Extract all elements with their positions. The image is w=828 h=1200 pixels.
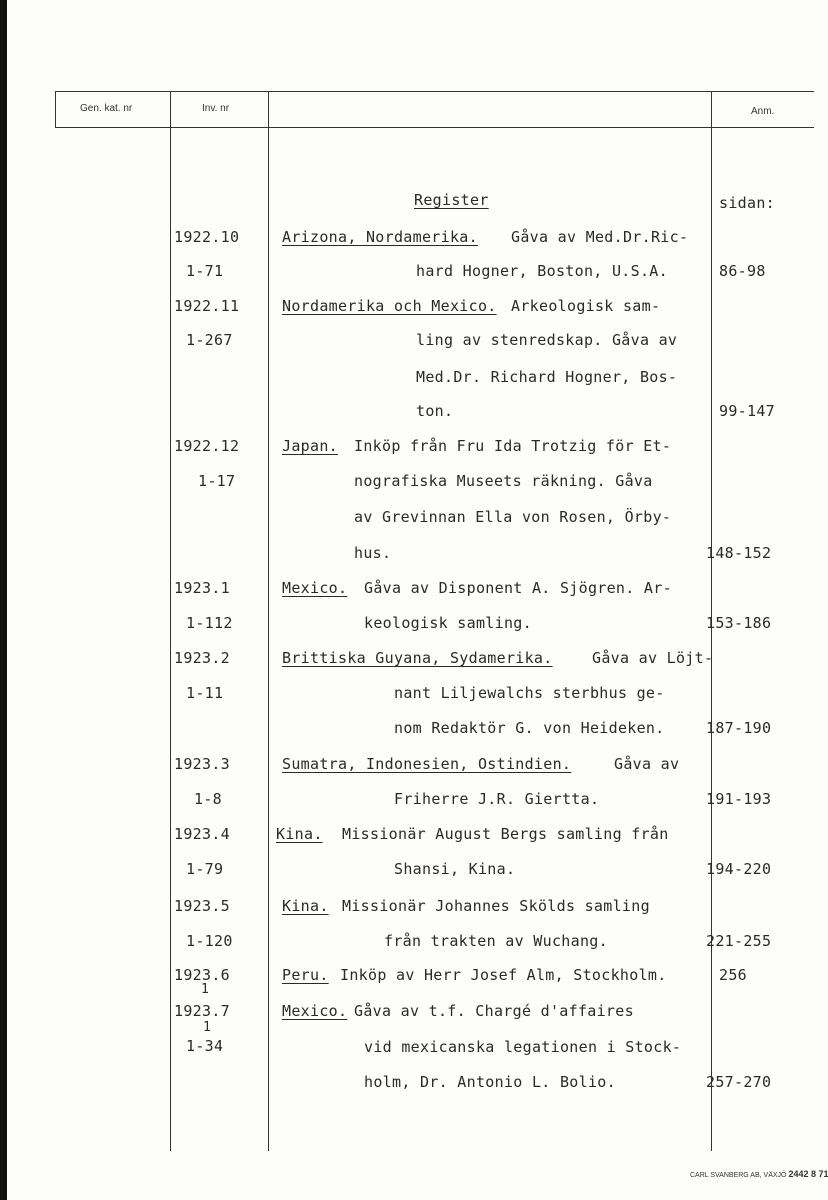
header-bottom-rule	[55, 127, 814, 128]
inv-number: 1923.2	[174, 649, 230, 667]
inv-range: 1-17	[198, 472, 236, 490]
entry-text-line: Gåva av	[614, 755, 680, 773]
entry-place: Kina.	[276, 825, 323, 843]
entry-text-line: nom Redaktör G. von Heideken.	[394, 719, 665, 737]
entry-text-line: Gåva av Disponent A. Sjögren. Ar-	[364, 579, 672, 597]
register-title: Register	[414, 191, 489, 209]
inv-range: 1-120	[186, 932, 233, 950]
entry-text-line: keologisk samling.	[364, 614, 532, 632]
inv-number: 1922.11	[174, 297, 240, 315]
entry-text-line: Inköp från Fru Ida Trotzig för Et-	[354, 437, 672, 455]
printer-name: CARL SVANBERG AB, VÄXJÖ	[690, 1172, 787, 1179]
entry-text-line: hard Hogner, Boston, U.S.A.	[416, 262, 668, 280]
entry-pages: 221-255	[706, 932, 772, 950]
form-code: 2442 8 71	[788, 1169, 828, 1179]
entry-text-line: Gåva av Löjt-	[592, 649, 714, 667]
entry-pages: 187-190	[706, 719, 772, 737]
entry-text-line: av Grevinnan Ella von Rosen, Örby-	[354, 508, 672, 526]
entry-text-line: Missionär August Bergs samling från	[342, 825, 669, 843]
entry-place: Arizona, Nordamerika.	[282, 228, 478, 246]
header-gen-kat-nr: Gen. kat. nr	[80, 103, 133, 114]
entry-text-line: ling av stenredskap. Gåva av	[416, 331, 678, 349]
entry-pages: 153-186	[706, 614, 772, 632]
inv-range: 1	[203, 1020, 212, 1035]
column-divider-1	[170, 91, 171, 1151]
inv-number: 1923.4	[174, 825, 230, 843]
inv-number: 1922.12	[174, 437, 240, 455]
inv-range: 1-79	[186, 860, 224, 878]
entry-place: Nordamerika och Mexico.	[282, 297, 497, 315]
header-top-rule	[55, 91, 814, 92]
inv-range: 1	[201, 982, 210, 997]
sidan-label: sidan:	[719, 194, 775, 212]
entry-place: Brittiska Guyana, Sydamerika.	[282, 649, 553, 667]
entry-text-line: Friherre J.R. Giertta.	[394, 790, 600, 808]
entry-place: Japan.	[282, 437, 338, 455]
entry-text-line: hus.	[354, 544, 392, 562]
entry-pages: 257-270	[706, 1073, 772, 1091]
entry-place: Mexico.	[282, 1002, 348, 1020]
inv-range: 1-34	[186, 1037, 224, 1055]
entry-text-line: Gåva av t.f. Chargé d'affaires	[354, 1002, 634, 1020]
inv-range: 1-11	[186, 684, 224, 702]
entry-place: Peru.	[282, 966, 329, 984]
entry-text-line: Gåva av Med.Dr.Ric-	[511, 228, 689, 246]
entry-place: Kina.	[282, 897, 329, 915]
entry-pages: 191-193	[706, 790, 772, 808]
header-anm: Anm.	[751, 106, 775, 117]
entry-text-line: Arkeologisk sam-	[511, 297, 661, 315]
inv-number: 1922.10	[174, 228, 240, 246]
inv-number: 1923.1	[174, 579, 230, 597]
entry-place: Mexico.	[282, 579, 348, 597]
entry-text-line: ton.	[416, 402, 454, 420]
entry-text-line: Inköp av Herr Josef Alm, Stockholm.	[340, 966, 667, 984]
entry-pages: 99-147	[719, 402, 775, 420]
inv-range: 1-8	[194, 790, 222, 808]
entry-text-line: Shansi, Kina.	[394, 860, 516, 878]
inv-number: 1923.6	[174, 966, 230, 984]
binding-edge	[0, 0, 7, 1200]
frame-left	[55, 91, 56, 128]
entry-text-line: Med.Dr. Richard Hogner, Bos-	[416, 368, 678, 386]
entry-pages: 86-98	[719, 262, 766, 280]
inv-number: 1923.7	[174, 1002, 230, 1020]
entry-pages: 194-220	[706, 860, 772, 878]
entry-pages: 256	[719, 966, 747, 984]
printer-mark	[690, 1169, 828, 1179]
column-divider-2	[268, 91, 269, 1151]
entry-text-line: vid mexicanska legationen i Stock-	[364, 1038, 682, 1056]
header-inv-nr: Inv. nr	[202, 103, 230, 114]
inv-range: 1-267	[186, 331, 233, 349]
entry-place: Sumatra, Indonesien, Ostindien.	[282, 755, 572, 773]
entry-text-line: holm, Dr. Antonio L. Bolio.	[364, 1073, 616, 1091]
entry-text-line: Missionär Johannes Skölds samling	[342, 897, 650, 915]
inv-number: 1923.5	[174, 897, 230, 915]
entry-text-line: från trakten av Wuchang.	[384, 932, 608, 950]
inv-range: 1-112	[186, 614, 233, 632]
entry-text-line: nant Liljewalchs sterbhus ge-	[394, 684, 665, 702]
entry-text-line: nografiska Museets räkning. Gåva	[354, 472, 653, 490]
entry-pages: 148-152	[706, 544, 772, 562]
inv-range: 1-71	[186, 262, 224, 280]
inv-number: 1923.3	[174, 755, 230, 773]
